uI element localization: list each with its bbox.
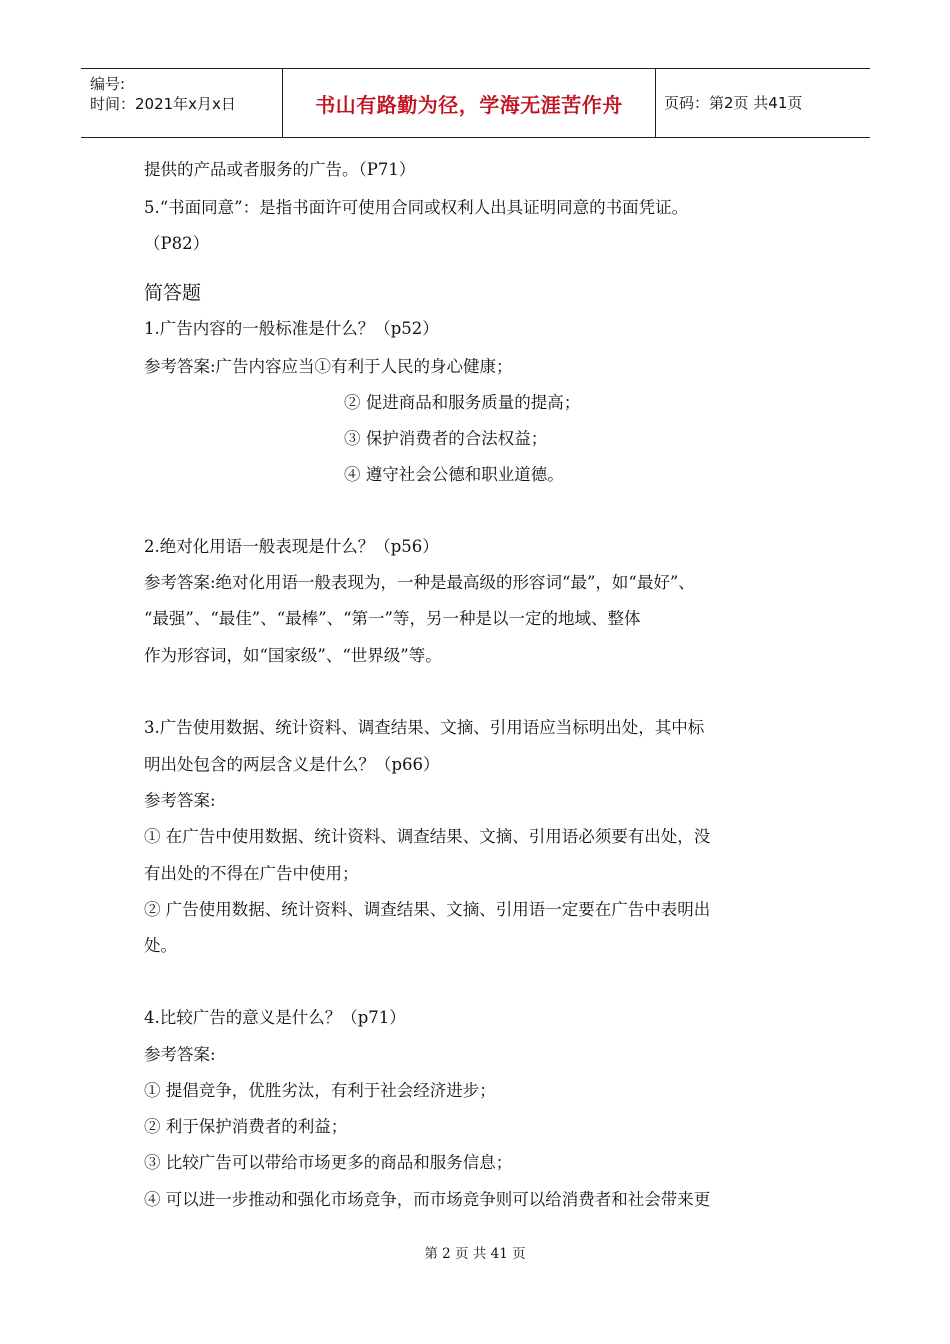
page-header — [81, 68, 870, 138]
answer-line: 作为形容词，如“国家级”、“世界级”等。 — [144, 646, 442, 665]
answer-item: ③ 保护消费者的合法权益； — [344, 429, 548, 448]
question-title: 4.比较广告的意义是什么？（p71） — [144, 1008, 406, 1027]
body-line: （P82） — [144, 234, 210, 253]
answer-label: 参考答案: — [144, 1045, 216, 1064]
answer-item: ④ 可以进一步推动和强化市场竞争，而市场竞争则可以给消费者和社会带来更 — [144, 1190, 711, 1209]
body-line: 提供的产品或者服务的广告。（P71） — [144, 160, 416, 179]
answer-item: ④ 遵守社会公德和职业道德。 — [344, 465, 564, 484]
answer-line: 参考答案:广告内容应当①有利于人民的身心健康； — [144, 357, 513, 376]
document-number-label: 编号: — [90, 75, 126, 93]
header-motto: 书山有路勤为径，学海无涯苦作舟 — [315, 93, 623, 117]
header-page-code: 页码：第2页 共41页 — [664, 94, 803, 112]
answer-item: ① 提倡竞争，优胜劣汰，有利于社会经济进步； — [144, 1081, 496, 1100]
body-line: 5.“书面同意”：是指书面许可使用合同或权利人出具证明同意的书面凭证。 — [144, 198, 689, 217]
answer-item: 有出处的不得在广告中使用； — [144, 864, 359, 883]
question-title: 3.广告使用数据、统计资料、调查结果、文摘、引用语应当标明出处，其中标 — [144, 718, 705, 737]
answer-label: 参考答案: — [144, 791, 216, 810]
answer-item: 处。 — [144, 936, 177, 955]
document-time-label: 时间：2021年x月x日 — [90, 95, 236, 113]
header-meta-cell — [81, 69, 282, 137]
answer-item: ② 利于保护消费者的利益； — [144, 1117, 348, 1136]
answer-item: ② 广告使用数据、统计资料、调查结果、文摘、引用语一定要在广告中表明出 — [144, 900, 711, 919]
answer-item: ③ 比较广告可以带给市场更多的商品和服务信息； — [144, 1153, 513, 1172]
header-motto-cell — [282, 69, 656, 137]
answer-line: “最强”、“最佳”、“最棒”、“第一”等，另一种是以一定的地域、整体 — [144, 609, 641, 628]
answer-line: 参考答案:绝对化用语一般表现为，一种是最高级的形容词“最”，如“最好”、 — [144, 573, 695, 592]
header-page-cell — [655, 69, 870, 137]
answer-item: ② 促进商品和服务质量的提高； — [344, 393, 581, 412]
page-footer: 第 2 页 共 41 页 — [424, 1246, 526, 1262]
question-title: 2.绝对化用语一般表现是什么？（p56） — [144, 537, 439, 556]
question-title: 明出处包含的两层含义是什么？（p66） — [144, 755, 440, 774]
section-heading: 简答题 — [144, 282, 202, 304]
question-title: 1.广告内容的一般标准是什么？（p52） — [144, 319, 439, 338]
answer-item: ① 在广告中使用数据、统计资料、调查结果、文摘、引用语必须要有出处，没 — [144, 827, 711, 846]
